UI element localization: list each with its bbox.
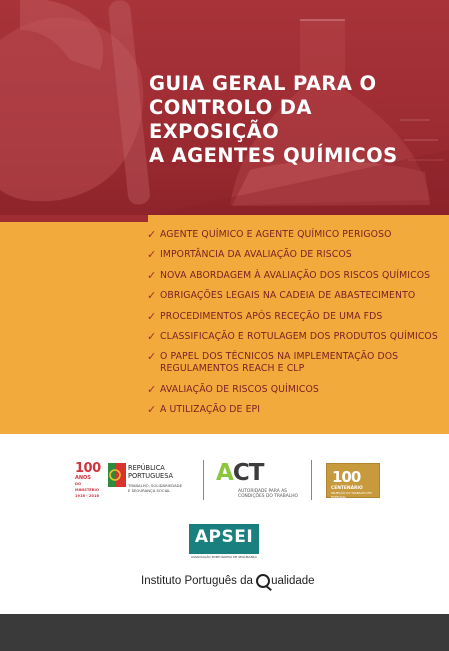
topics-panel: [0, 215, 449, 434]
check-icon: ✓: [147, 309, 157, 323]
check-icon: ✓: [147, 228, 157, 241]
ministry-centenary-logo: 100 ANOS DO MINISTÉRIO 1916 - 2016: [75, 461, 101, 498]
check-icon: ✓: [147, 350, 157, 364]
topic-item: ✓ O PAPEL DOS TÉCNICOS NA IMPLEMENTAÇÃO DOS REGULAMENTOS REACH E CLP: [147, 350, 399, 375]
check-icon: ✓: [147, 329, 157, 343]
check-icon: ✓: [147, 268, 157, 282]
republica-name: REPÚBLICA PORTUGUESA: [128, 464, 174, 480]
apsei-tagline: ASSOCIAÇÃO PORTUGUESA DE SEGURANÇA: [191, 555, 257, 559]
cover-hero: [0, 0, 449, 215]
topic-item: ✓ AVALIAÇÃO DE RISCOS QUÍMICOS: [147, 382, 319, 396]
check-icon: ✓: [147, 248, 157, 262]
topic-item: ✓ PROCEDIMENTOS APÓS RECEÇÃO DE UMA FDS: [147, 309, 383, 323]
topic-item: ✓ IMPORTÂNCIA DA AVALIAÇÃO DE RISCOS: [147, 248, 352, 262]
republica-ministry: TRABALHO, SOLIDARIEDADE E SEGURANÇA SOCIAL: [128, 483, 182, 493]
logo-divider: [311, 460, 312, 500]
topic-item: ✓ OBRIGAÇÕES LEGAIS NA CADEIA DE ABASTECIMENTO: [147, 289, 416, 303]
sponsor-logos: [0, 434, 449, 614]
logo-divider: [203, 460, 204, 500]
check-icon: ✓: [147, 403, 157, 417]
republica-portuguesa-logo: [108, 463, 198, 499]
apsei-logo: APSEI: [189, 524, 259, 554]
centenario-logo: 100 CENTENÁRIO INSPEÇÃO DO TRABALHO EM PORTUGAL: [326, 463, 380, 498]
topic-item: ✓ A UTILIZAÇÃO DE EPI: [147, 403, 261, 417]
act-mark: ACT: [216, 460, 264, 486]
act-logo: [216, 460, 306, 500]
portugal-emblem-icon: [108, 463, 126, 487]
topics-list: [147, 229, 439, 425]
q-mark-icon: [256, 574, 270, 588]
topic-item: ✓ AGENTE QUÍMICO E AGENTE QUÍMICO PERIGOSO: [147, 228, 392, 241]
topic-item: ✓ CLASSIFICAÇÃO E ROTULAGEM DOS PRODUTOS QUÍMICOS: [147, 329, 438, 343]
act-tagline: AUTORIDADE PARA AS CONDIÇÕES DO TRABALHO: [238, 489, 298, 499]
check-icon: ✓: [147, 382, 157, 396]
ipq-logo: Instituto Português da ualidade: [141, 575, 315, 587]
footer-bar: [0, 614, 449, 651]
document-title: GUIA GERAL PARA O CONTROLO DA EXPOSIÇÃO A AGENTES QUÍMICOS: [149, 72, 398, 167]
topic-item: ✓ NOVA ABORDAGEM À AVALIAÇÃO DOS RISCOS QUÍMICOS: [147, 268, 431, 282]
check-icon: ✓: [147, 289, 157, 303]
